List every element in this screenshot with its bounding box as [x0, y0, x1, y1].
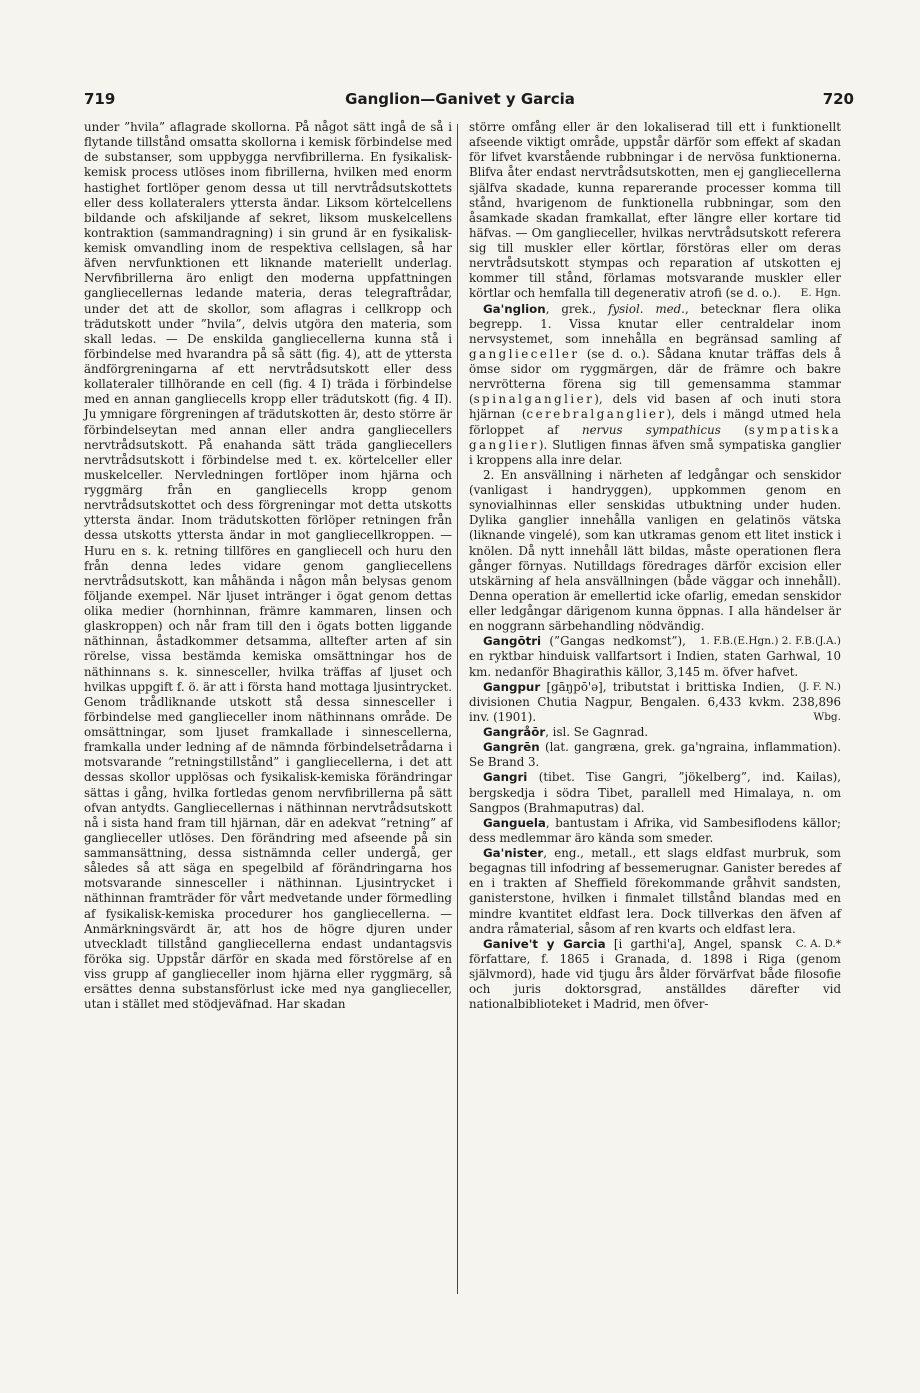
signature: (J. F. N.): [798, 680, 841, 693]
entry-list: [469, 634, 841, 1012]
entry-text: (lat. gangræna, grek. ga'ngraina, inflammation). Se Brand 3.: [469, 740, 841, 770]
entry-headword: Gangri: [483, 770, 528, 785]
entry-ganglion: Ga'nglion, grek., fysiol. med., betecknar flera olika begrepp. 1. Vissa knutar eller centraldelar inom nervsystemet, som innehålla en begränsad samling af ganglieceller (se d. o.). Sådana knutar träffas dels å ömse sidor om ryggmärgen, där de främre och bakre nervrötterna förena sig till gemensamma stammar (spinalganglier), dels vid basen af och inuti stora hjärnan (cerebralganglier), dels i mängd utmed hela förloppet af nervus sympathicus (sympatiska ganglier). Slutligen finnas äfven små sympatiska ganglier i kroppens alla inre delar.: [469, 301, 842, 467]
entry-text: (tibet. Tise Gangri, ”jökelberg”, ind. Kailas), bergskedja i södra Tibet, parallell med Himalaya, n. om Sangpos (Brahmaputras) dal.: [469, 770, 841, 815]
entry-headword: Ganguela: [483, 815, 546, 830]
continuation-text: [469, 120, 841, 302]
signature: E. Hgn.: [800, 287, 841, 300]
entry-text: [i garthi'a], Angel, spansk författare, f. 1865 i Granada, d. 1898 i Riga (genom självmord), hade vid tjugu års ålder förvärfvat både filosofie och juris doktorsgrad, anställdes därefter vid nationalbiblioteket i Madrid, men öfver-: [469, 936, 841, 1012]
entry-headword: Gangrēn: [483, 740, 540, 755]
entry-text: [gāŋpō'ə], tributstat i brittiska Indien, divisionen Chutia Nagpur, Bengalen. 6,433 kvkm. 238,896 inv. (1901).: [469, 679, 841, 724]
page-number-right: 720: [822, 90, 854, 108]
entry-headword: Gangråōr: [483, 725, 546, 739]
entry-headword: Ga'nister: [483, 846, 544, 860]
dictionary-entry: [469, 725, 841, 740]
entry-text: (”Gangas nedkomst”), en ryktbar hinduisk vallfartsort i Indien, staten Garhwal, 10 km. nedanför Bhagirathis källor, 3,145 m. öfver hafvet.: [469, 634, 841, 679]
left-column: [84, 120, 452, 1012]
entry-text: , bantustam i Afrika, vid Sambesiflodens källor; dess medlemmar äro kända som smeder.: [469, 815, 841, 845]
entry-text: , isl. Se Gagnrad.: [545, 725, 649, 739]
signature: 1. F.B.(E.Hgn.) 2. F.B.(J.A.): [699, 635, 841, 648]
column-divider: [457, 124, 458, 1294]
right-column: [469, 120, 841, 1012]
signature: Wbg.: [813, 710, 841, 723]
entry-ganglion-part2: 2. En ansvällning i närheten af ledgångar och senskidor (vanligast i handryggen), uppkommen genom en synovialhinnas eller senskidas utbuktning under huden. Dylika ganglier innehålla vanligen en gelatinös vätska (liknande vingelé), som kan utkramas genom ett litet instick i knölen. Då nytt innehåll lätt bildas, måste operationen flera gånger förnyas. Nutilldags föredrages därför excision eller utskärning af hela ansvällningen (både väggar och innehåll). Denna operation är emellertid icke ofarlig, emedan senskidor eller ledgångar därigenom kunna öppnas. I alla händelser är en noggrann särbehandling nödvändig. 1. F.B.(E.Hgn.) 2. F.B.(J.A.): [469, 468, 841, 634]
running-title: Ganglion—Ganivet y Garcia: [345, 90, 575, 108]
dictionary-entry: [469, 740, 841, 770]
entry-headword: Gangōtri: [483, 634, 542, 649]
entry-headword: Ganive't y Garcia: [483, 936, 606, 951]
dictionary-entry: [469, 816, 841, 846]
entry-headword: Gangpur: [483, 679, 541, 694]
page-number-left: 719: [84, 90, 116, 108]
entry-text: , eng., metall., ett slags eldfast murbruk, som begagnas till infodring af bessemerugnar. Ganister beredes af en i trakten af Sheffield förekommande gråhvit sandsten, ganisterstone, hvilken i finmalet tillstånd blandas med en mindre kvantitet eldfast lera. Dock tillverkas den äfven af andra råmaterial, såsom af ren kvarts och eldfast lera.: [469, 846, 841, 936]
continuation-body: större omfång eller är den lokaliserad till ett i funktionellt afseende viktigt område, uppstår därför som effekt af skadan för lifvet kvarstående rubbningar i de nervösa funktionerna. Blifva åter endast nervtrådsutskotten, men ej gangliecellerna själfva skadade, kunna reparerande processer komma till stånd, hvarigenom de funktionella rubbningar, som den åsamkade skadan framkallat, efter längre eller kortare tid häfvas. — Om ganglieceller, hvilkas nervtrådsutskott referera sig till muskler eller körtlar, förstöras eller om deras nervtrådsutskott stympas och reparation af utskotten ej kommer till stånd, förlamas motsvarande muskler eller körtlar och hemfalla till degenerativ atrofi (se d. o.).: [469, 120, 841, 301]
dictionary-entry: [469, 770, 841, 815]
signature: C. A. D.*: [795, 937, 841, 950]
entry-headword: Ga'nglion: [483, 301, 546, 316]
left-column-text: under ”hvila” aflagrade skollorna. På något sätt ingå de så i flytande tillstånd omsatta skollorna i kemisk förbindelse med de substanser, som uppbygga nervfibrillerna. En fysikalisk-kemisk process utlöses inom fibrillerna, hvilken med enorm hastighet fortlöper genom dessa ut till nervtrådsutskottets eller dess kollateralers yttersta ändar. Liksom körtelcellens bildande och afskiljande af sekret, liksom muskelcellens kontraktion (sammandragning) i sin grund är en fysikalisk-kemisk omvandling inom de respektiva cellslagen, så har äfven nervfunktionen ett liknande materiellt underlag. Nervfibrillerna äro enligt den moderna uppfattningen gangliecellernas ledande materia, deras telegraftrådar, under det att de skollor, som aflagras i cellkropp och trädutskott under ”hvila”, delvis utgöra den materia, som skall ledas. — De enskilda gangliecellerna kunna stå i förbindelse med hvarandra på så sätt (fig. 4), att de yttersta ändförgreningarna af ett nervtrådsutskott eller dess kollateraler tillhörande en cell (fig. 4 I) träda i förbindelse med en annan gangliecells kropp eller trädutskott (fig. 4 II). Ju ymnigare förgreningen af trädutskotten är, desto större är förbindelseytan med annan eller andra gangliecellers nervtrådsutskott. På enahanda sätt träda gangliecellers nervtrådsutskott i förbindelse med t. ex. körtelceller eller muskelceller. Nervledningen fortlöper inom hjärna och ryggmärg från en gangliecells kropp genom nervtrådsutskottet och dess förgreningar mot detta utskotts yttersta ändar. Inom trädutskotten förlöper retningen från dessa utskotts yttersta ändar in mot gangliecellkroppen. — Huru en s. k. retning tillföres en gangliecell och huru den från denna ledes vidare genom gangliecellens nervtrådsutskott, kan måhända i någon mån belysas genom följande exempel. När ljuset intränger i ögat genom dettas olika medier (hornhinnan, främre kammaren, linsen och glaskroppen) och når fram till den i ögats botten liggande näthinnan, åstadkommer detsamma, alltefter arten af sin rörelse, vissa bestämda kemiska omsättningar hos de näthinnans s. k. sinnesceller, hvilka träffas af ljuset och hvilkas uppgift f. ö. är att i första hand mottaga ljusintrycket. Genom trådliknande utskott stå dessa sinnesceller i förbindelse med ganglieceller inom näthinnans område. De omsättningar, som ljuset framkallade i sinnescellerna, framkalla under ledning af de nämnda förbindelsetrådarna i motsvarande ”retningstillstånd” i gangliecellerna, i det att dessas skollor upplösas och fysikalisk-kemiska förändringar sättas i gång, hvilka fortledas genom nervfibrillerna på sätt ofvan antydts. Gangliecellernas i näthinnan nervtrådsutskott nå i sista hand fram till hjärnan, där en adekvat ”retning” af ganglieceller utlöses. Den förändring med afseende på sin sammansättning, dessa sistnämnda celler undergå, ger således så att säga en spegelbild af förändringarna hos motsvarande sinnesceller i näthinnan. Ljusintrycket i näthinnan framträder för vårt medvetande under förmedling af fysikalisk-kemiska procedurer hos gangliecellerna. — Anmärkningsvärdt är, att hos de högre djuren under utveckladt tillstånd gangliecellerna endast undantagsvis föröka sig. Uppstår därför en skada med förstörelse af en viss grupp af ganglieceller inom hjärna eller ryggmärg, så ersättes denna substansförlust icke med nya ganglieceller, utan i stället med stödjeväfnad. Har skadan: [84, 120, 452, 1012]
